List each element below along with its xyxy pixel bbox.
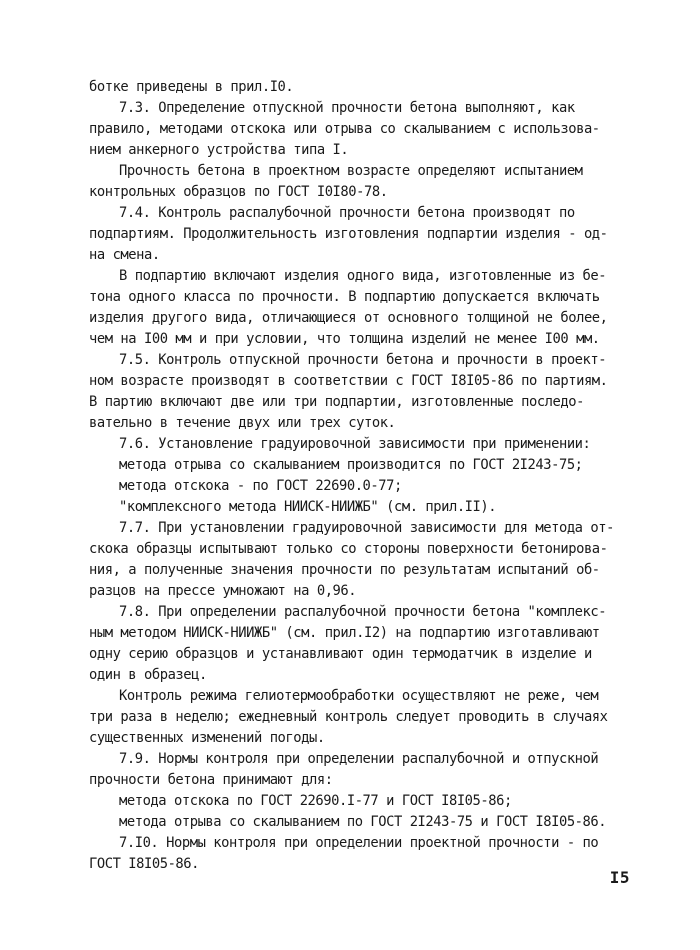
text-line: ГОСТ I8I05-86. (89, 856, 199, 872)
text-line: прочности бетона принимают для: (89, 772, 333, 788)
text-line: ным методом НИИСК-НИИЖБ" (см. прил.I2) на подпартию изготавливают (89, 625, 600, 641)
text-line: 7.5. Контроль отпускной прочности бетона и прочности в проект- (119, 352, 607, 368)
text-line: В партию включают две или три подпартии, изготовленные последо- (89, 394, 584, 410)
text-line: тона одного класса по прочности. В подпартию допускается включать (89, 289, 600, 305)
text-line: метода отскока по ГОСТ 22690.I-77 и ГОСТ I8I05-86; (119, 793, 512, 809)
text-line: существенных изменений погоды. (89, 730, 325, 746)
text-line: ном возрасте производят в соответствии с ГОСТ I8I05-86 по партиям. (89, 373, 608, 389)
text-line: 7.7. При установлении градуировочной зависимости для метода от- (119, 520, 614, 536)
page-number: I5 (609, 868, 630, 887)
text-line: правило, методами отскока или отрыва со скалыванием с использова- (89, 121, 600, 137)
text-line: одну серию образцов и устанавливают один термодатчик в изделие и (89, 646, 592, 662)
text-line: 7.I0. Нормы контроля при определении проектной прочности - по (119, 835, 599, 851)
text-line: Контроль режима гелиотермообработки осуществляют не реже, чем (119, 688, 599, 704)
text-line: 7.8. При определении распалубочной прочности бетона "комплекс- (119, 604, 607, 620)
text-line: чем на I00 мм и при условии, что толщина изделий не менее I00 мм. (89, 331, 600, 347)
text-line: В подпартию включают изделия одного вида, изготовленные из бе- (119, 268, 607, 284)
text-line: ботке приведены в прил.I0. (89, 79, 294, 95)
text-line: три раза в неделю; ежедневный контроль следует проводить в случаях (89, 709, 608, 725)
text-line: метода отскока - по ГОСТ 22690.0-77; (119, 478, 402, 494)
text-line: 7.4. Контроль распалубочной прочности бетона производят по (119, 205, 575, 221)
text-line: ния, а полученные значения прочности по результатам испытаний об- (89, 562, 600, 578)
text-line: метода отрыва со скалыванием по ГОСТ 2I243-75 и ГОСТ I8I05-86. (119, 814, 607, 830)
text-line: на смена. (89, 247, 160, 263)
text-line: "комплексного метода НИИСК-НИИЖБ" (см. прил.II). (119, 499, 497, 515)
text-line: контрольных образцов по ГОСТ I0I80-78. (89, 184, 388, 200)
text-line: 7.6. Установление градуировочной зависимости при применении: (119, 436, 591, 452)
text-line: нием анкерного устройства типа I. (89, 142, 349, 158)
text-line: 7.9. Нормы контроля при определении распалубочной и отпускной (119, 751, 599, 767)
text-line: метода отрыва со скалыванием производится по ГОСТ 2I243-75; (119, 457, 583, 473)
text-line: 7.3. Определение отпускной прочности бетона выполняют, как (119, 100, 575, 116)
text-line: вательно в течение двух или трех суток. (89, 415, 396, 431)
text-line: подпартиям. Продолжительность изготовления подпартии изделия - од- (89, 226, 608, 242)
text-line: изделия другого вида, отличающиеся от основного толщиной не более, (89, 310, 608, 326)
text-line: один в образец. (89, 667, 207, 683)
text-line: скока образцы испытывают только со стороны поверхности бетонирова- (89, 541, 608, 557)
text-line: Прочность бетона в проектном возрасте определяют испытанием (119, 163, 583, 179)
text-line: разцов на прессе умножают на 0,96. (89, 583, 357, 599)
